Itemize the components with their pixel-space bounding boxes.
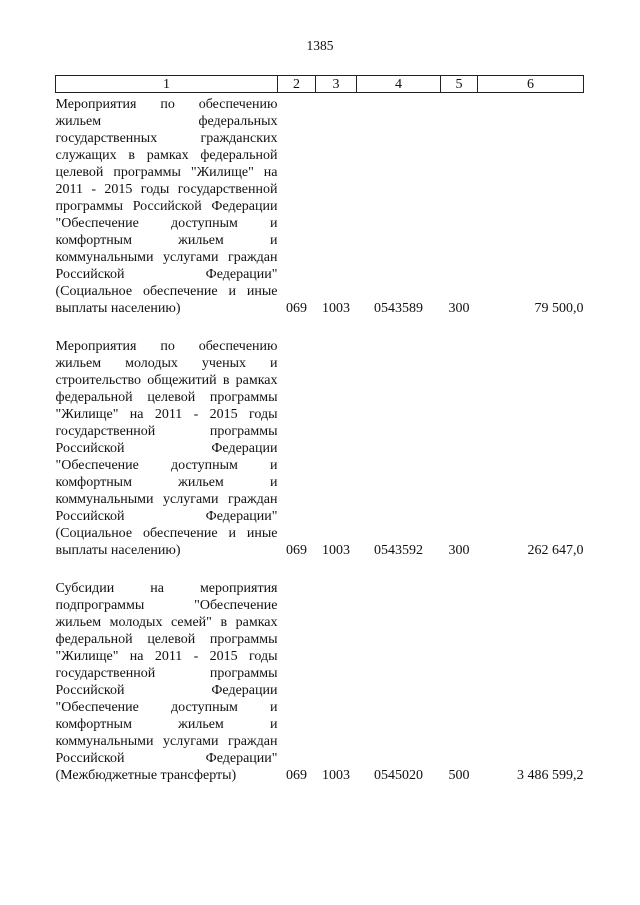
target-article-cell: 0545020 — [374, 768, 423, 783]
section-code-cell: 1003 — [322, 768, 350, 783]
column-header-5: 5 — [441, 76, 478, 93]
row-name-cell — [56, 93, 278, 318]
row-spacer — [56, 317, 584, 335]
row-name-text: Субсидии на мероприятия подпрограммы "Обеспечение жильем молодых семей" в рамках федеральной целевой программы "Жилище" на 2011 - 2015 годы государственной программы Российской Федерации "Обеспечение доступным и комфортным жильем и коммунальными услугами граждан Российской Федерации" (Межбюджетные трансферты) — [55, 581, 278, 783]
row-spacer — [56, 559, 584, 577]
table-row — [56, 93, 584, 318]
table-row — [56, 335, 584, 559]
column-header-6: 6 — [478, 76, 584, 93]
expense-type-cell: 500 — [448, 768, 470, 783]
expense-type-cell: 300 — [448, 543, 470, 558]
amount-cell: 3 486 599,2 — [517, 768, 584, 783]
column-header-2: 2 — [278, 76, 316, 93]
table-header-row — [56, 76, 584, 93]
column-header-1: 1 — [56, 76, 278, 93]
budget-table — [55, 75, 584, 784]
section-code-cell: 1003 — [322, 543, 350, 558]
ministry-code-cell: 069 — [286, 768, 307, 783]
column-header-3: 3 — [316, 76, 357, 93]
row-name-cell — [56, 335, 278, 559]
table-row — [56, 577, 584, 784]
amount-cell: 79 500,0 — [534, 301, 584, 316]
section-code-cell: 1003 — [322, 301, 350, 316]
target-article-cell: 0543592 — [374, 543, 423, 558]
target-article-cell: 0543589 — [374, 301, 423, 316]
expense-type-cell: 300 — [448, 301, 470, 316]
row-name-text: Мероприятия по обеспечению жильем федеральных государственных гражданских служащих в рамках федеральной целевой программы "Жилище" на 2011 - 2015 годы государственной программы Российской Федерации "Обеспечение доступным и комфортным жильем и коммунальными услугами граждан Российской Федерации" (Социальное обеспечение и иные выплаты населению) — [55, 97, 278, 316]
ministry-code-cell: 069 — [286, 301, 307, 316]
column-header-4: 4 — [357, 76, 441, 93]
row-name-text: Мероприятия по обеспечению жильем молодых ученых и строительство общежитий в рамках федеральной целевой программы "Жилище" на 2011 - 2015 годы государственной программы Российской Федерации "Обеспечение доступным и комфортным жильем и коммунальными услугами граждан Российской Федерации" (Социальное обеспечение и иные выплаты населению) — [55, 339, 278, 558]
amount-cell: 262 647,0 — [527, 543, 584, 558]
ministry-code-cell: 069 — [286, 543, 307, 558]
page-number: 1385 — [306, 38, 334, 53]
row-name-cell — [56, 577, 278, 784]
